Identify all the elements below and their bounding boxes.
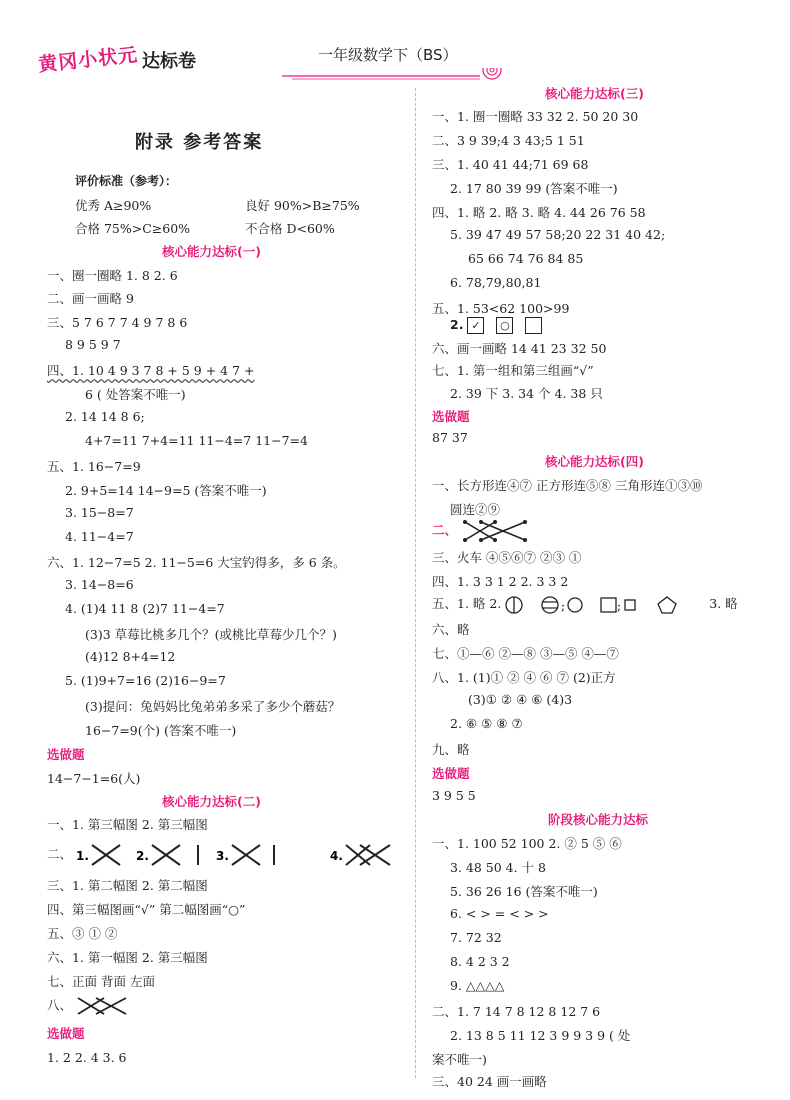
s3-line-12: 七、1. 第一组和第三组画“√” xyxy=(432,363,594,378)
s1-line-9: 五、1. 16−7=9 xyxy=(47,459,141,474)
s4-line-11: 2. ⑥ ⑤ ⑧ ⑦ xyxy=(450,716,523,731)
s2-line-3: 三、1. 第二幅图 2. 第二幅图 xyxy=(47,878,208,893)
s3-line-6: 5. 39 47 49 57 58;20 22 31 40 42; xyxy=(450,227,666,242)
s3-line-4: 2. 17 80 39 99 (答案不唯一) xyxy=(450,181,618,196)
criteria-label: 评价标准（参考）： xyxy=(75,174,178,188)
s4-line-9: 八、1. (1)① ② ④ ⑥ ⑦ (2)正方 xyxy=(432,670,616,685)
s5-line-5: 7. 72 32 xyxy=(450,930,502,945)
s3-line-13: 2. 39 下 3. 34 个 4. 38 只 xyxy=(450,386,603,401)
page-title: 附录 参考答案 xyxy=(135,132,264,153)
header-swirl-decoration xyxy=(282,68,512,82)
s1-optional-label: 选做题 xyxy=(47,747,85,762)
empty-box-icon xyxy=(525,317,542,334)
s3-optional-label: 选做题 xyxy=(432,409,470,424)
svg-text:1.: 1. xyxy=(76,849,89,863)
s2-line-9: 1. 2 2. 4 3. 6 xyxy=(47,1050,127,1065)
s4-line-7: 六、略 xyxy=(432,622,470,637)
s3-line-11: 六、画一画略 14 41 23 32 50 xyxy=(432,341,607,356)
criteria-d: 不合格 D<60% xyxy=(245,221,335,236)
header-subtitle: 达标卷 xyxy=(142,51,196,72)
brand-logo: 黄冈小状元 xyxy=(37,43,140,77)
circle-box-icon: ○ xyxy=(496,317,513,334)
s1-line-16: (3)3 草莓比桃多几个？(或桃比草莓少几个？) xyxy=(85,627,337,642)
svg-text:;: ; xyxy=(617,598,622,613)
s4-line-8: 七、①—⑥ ②—⑧ ③—⑤ ④—⑦ xyxy=(432,646,619,661)
s5-line-8: 二、1. 7 14 7 8 12 8 12 7 6 xyxy=(432,1004,601,1019)
criteria-b: 良好 90%>B≥75% xyxy=(245,198,360,213)
svg-text:;: ; xyxy=(561,598,566,613)
s5-line-6: 8. 4 2 3 2 xyxy=(450,954,510,969)
criteria-c: 合格 75%>C≥60% xyxy=(75,221,191,236)
s3-line-7: 65 66 74 76 84 85 xyxy=(468,251,584,266)
svg-text:3.: 3. xyxy=(216,849,229,863)
svg-text:4.: 4. xyxy=(329,849,343,863)
s3-line-5: 四、1. 略 2. 略 3. 略 4. 44 26 76 58 xyxy=(432,205,646,220)
s1-line-21: 14−7−1=6(人) xyxy=(47,771,141,786)
s3-line-1: 一、1. 圈一圈略 33 32 2. 50 20 30 xyxy=(432,109,639,124)
s2-line-7: 七、正面 背面 左面 xyxy=(47,974,155,989)
s4-line-13: 3 9 5 5 xyxy=(432,788,476,803)
s5-line-9: 2. 13 8 5 11 12 3 9 9 3 9 ( 处 xyxy=(450,1028,631,1043)
matching-lines-diagram xyxy=(76,840,326,870)
s4-line-1: 一、长方形连④⑦ 正方形连⑤⑧ 三角形连①③⑩ xyxy=(432,478,703,493)
s5-line-2: 3. 48 50 4. 十 8 xyxy=(450,860,546,875)
s4-line-3: 二、 xyxy=(432,518,531,544)
s2-line-2: 二、 1. 2. 3. 4. xyxy=(47,840,400,870)
s4-line-4: 三、火车 ④⑤⑥⑦ ②③ ① xyxy=(432,550,582,565)
s2-line-5: 五、③ ① ② xyxy=(47,926,118,941)
s2-line-6: 六、1. 第一幅图 2. 第三幅图 xyxy=(47,950,208,965)
s4-line-5: 四、1. 3 3 1 2 2. 3 3 2 xyxy=(432,574,569,589)
svg-text:2.: 2. xyxy=(136,849,149,863)
matching-lines-diagram-4 xyxy=(330,840,400,870)
s4-optional-label: 选做题 xyxy=(432,766,470,781)
s5-line-11: 三、40 24 画一画略 xyxy=(432,1074,547,1089)
s3-line-8: 6. 78,79,80,81 xyxy=(450,275,542,290)
s1-line-18: 5. (1)9+7=16 (2)16−9=7 xyxy=(65,673,226,688)
s1-line-7: 2. 14 14 8 6; xyxy=(65,409,145,424)
s1-line-11: 3. 15−8=7 xyxy=(65,505,134,520)
column-divider xyxy=(415,88,416,1078)
s2-line-1: 一、1. 第三幅图 2. 第三幅图 xyxy=(47,817,208,832)
s5-line-4: 6. < > = < > > xyxy=(450,906,549,921)
s4-line-10: (3)① ② ④ ⑥ (4)3 xyxy=(468,692,573,707)
s5-line-3: 5. 36 26 16 (答案不唯一) xyxy=(450,884,598,899)
criteria-a: 优秀 A≥90% xyxy=(75,198,152,213)
shape-cut-diagrams xyxy=(505,595,705,615)
s1-line-19: (3)提问：兔妈妈比兔弟弟多采了多少个蘑菇？ xyxy=(85,699,341,714)
cross-match-diagram xyxy=(76,994,136,1018)
s1-line-5: 四、1. 10 4 9 3 7 8 + 5 9 + 4 7 + xyxy=(47,363,255,378)
s3-line-3: 三、1. 40 41 44;71 69 68 xyxy=(432,157,589,172)
s5-line-10: 案不唯一) xyxy=(432,1052,487,1067)
book-title: 一年级数学下（BS） xyxy=(318,46,458,64)
section-heading-2: 核心能力达标(二) xyxy=(162,794,261,809)
checked-box-icon: ✓ xyxy=(467,317,484,334)
s2-line-8: 八、 xyxy=(47,994,136,1018)
s4-line-12: 九、略 xyxy=(432,742,470,757)
s1-line-17: (4)12 8+4=12 xyxy=(85,649,176,664)
s2-line-4: 四、第三幅图画“√” 第二幅图画“○” xyxy=(47,902,246,917)
s1-line-14: 3. 14−8=6 xyxy=(65,577,134,592)
s1-line-15: 4. (1)4 11 8 (2)7 11−4=7 xyxy=(65,601,225,616)
s3-line-2: 二、3 9 39;4 3 43;5 1 51 xyxy=(432,133,585,148)
s1-line-1: 一、圈一圈略 1. 8 2. 6 xyxy=(47,268,178,283)
section-heading-3: 核心能力达标(三) xyxy=(545,86,644,101)
section-heading-4: 核心能力达标(四) xyxy=(545,454,644,469)
s1-line-20: 16−7=9(个) (答案不唯一) xyxy=(85,723,237,738)
section-heading-1: 核心能力达标(一) xyxy=(162,244,261,259)
s3-line-14: 87 37 xyxy=(432,430,468,445)
s1-line-8: 4+7=11 7+4=11 11−4=7 11−7=4 xyxy=(85,433,308,448)
s5-line-7: 9. △△△△ xyxy=(450,978,505,993)
s5-line-1: 一、1. 100 52 100 2. ② 5 ⑤ ⑥ xyxy=(432,836,622,851)
s1-line-12: 4. 11−4=7 xyxy=(65,529,134,544)
s1-line-2: 二、画一画略 9 xyxy=(47,291,134,306)
dot-matching-diagram xyxy=(461,518,531,544)
s4-line-2: 圆连②⑨ xyxy=(450,502,501,517)
s1-line-3: 三、5 7 6 7 7 4 9 7 8 6 xyxy=(47,315,188,330)
s1-line-4: 8 9 5 9 7 xyxy=(65,337,121,352)
s3-line-9: 五、1. 53<62 100>99 xyxy=(432,301,570,316)
s1-line-10: 2. 9+5=14 14−9=5 (答案不唯一) xyxy=(65,483,267,498)
s1-line-13: 六、1. 12−7=5 2. 11−5=6 大宝钓得多，多 6 条。 xyxy=(47,555,346,570)
s2-optional-label: 选做题 xyxy=(47,1026,85,1041)
section-heading-5: 阶段核心能力达标 xyxy=(548,812,649,827)
s3-line-10: 2. ✓ ○ xyxy=(450,317,550,334)
s4-line-6: 五、1. 略 2. ; ; 3. 略 xyxy=(432,596,738,613)
s1-line-6: 6 ( 处答案不唯一) xyxy=(85,387,186,402)
